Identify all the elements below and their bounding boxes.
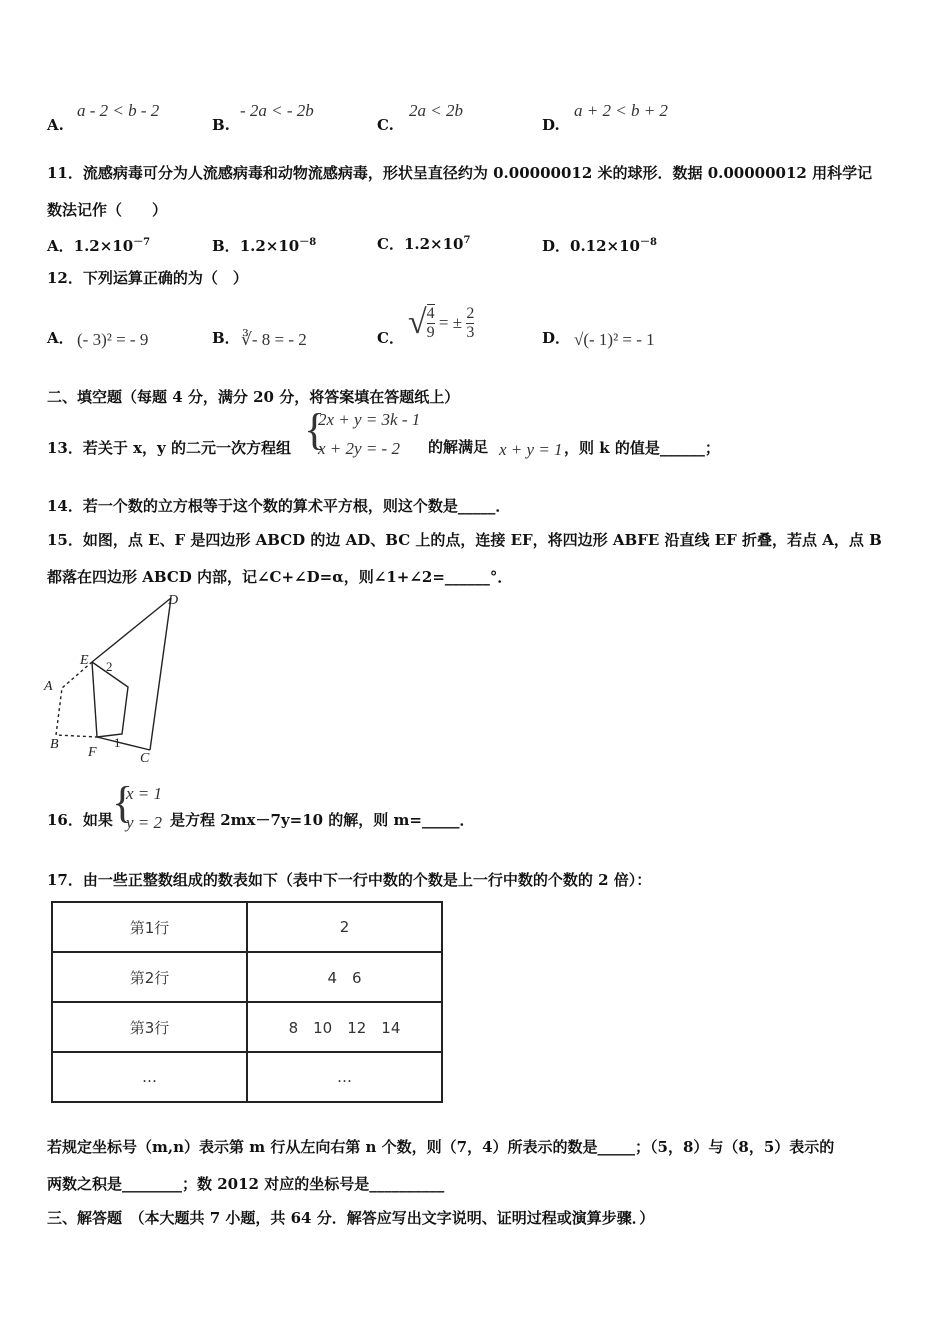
q12-c-radicand [427, 304, 435, 341]
edge-CF [97, 737, 150, 750]
table-cell-values: 2 [247, 902, 442, 952]
label-F: F [88, 745, 97, 760]
q11-option-d-exp: －8 [640, 237, 657, 248]
q12-option-c-expr [408, 304, 474, 342]
q14-stem: 14．若一个数的立方根等于这个数的算术平方根，则这个数是_____． [47, 497, 511, 515]
table-cell-values: 8 10 12 14 [247, 1002, 442, 1052]
q11-option-c-base: 1.2×10 [403, 235, 464, 253]
q10-option-d-label: D. [542, 116, 560, 134]
q17-followup-line2: 两数之积是________；数 2012 对应的坐标号是__________ [47, 1175, 445, 1193]
q17-followup-line1: 若规定坐标号（m,n）表示第 m 行从左向右第 n 个数，则（7，4）所表示的数是_____；（5，8）与（8，5）表示的 [47, 1138, 835, 1156]
edge-ED [92, 598, 171, 662]
q11-option-b-label: B． [212, 237, 240, 255]
table-row [52, 902, 442, 952]
q13-eq2: x + 2y = - 2 [318, 439, 400, 458]
q16-prefix: 16．如果 [47, 811, 113, 829]
original-position-dashed [56, 662, 97, 737]
left-brace-icon: { [304, 405, 326, 454]
sqrt-sign-icon: √ [408, 304, 427, 341]
edge-EF [92, 662, 97, 737]
q10-option-b-expr: - 2a < - 2b [240, 101, 314, 120]
q12-option-b-label: B． [212, 329, 240, 347]
q11-option-c-exp: 7 [463, 235, 471, 246]
q12-option-d-label: D． [542, 329, 571, 347]
table-cell-values: … [247, 1052, 442, 1102]
q12-stem: 12．下列运算正确的为（ ） [47, 269, 248, 287]
q10-option-b-label: B. [212, 116, 230, 134]
angle-label-2: 2 [106, 659, 113, 674]
edge-DC [150, 598, 171, 750]
q15-stem-line1: 15．如图，点 E、F 是四边形 ABCD 的边 AD、BC 上的点，连接 EF，将四边形 ABFE 沿直线 EF 折叠，若点 A，点 B [47, 531, 882, 549]
q13-prefix: 13．若关于 x，y 的二元一次方程组 [47, 439, 291, 457]
q16-suffix: 是方程 2mx－7y=10 的解，则 m=_____． [170, 811, 475, 829]
q15-quadrilateral-figure [40, 590, 200, 770]
left-brace-icon: { [112, 778, 134, 827]
q10-option-c-expr: 2a < 2b [409, 101, 463, 120]
table-cell-row-label: … [52, 1052, 247, 1102]
q12-option-a-label: A． [47, 329, 74, 347]
table-row [52, 1052, 442, 1102]
q13-mid: 的解满足 [428, 438, 489, 456]
q11-stem-line1: 11．流感病毒可分为人流感病毒和动物流感病毒，形状呈直径约为 0.00000012 米的球形．数据 0.00000012 用科学记 [47, 164, 873, 182]
q10-option-c-label: C. [377, 116, 394, 134]
q17-number-table [51, 901, 443, 1103]
q12-c-sqrt-num: 4 [426, 305, 435, 323]
angle-label-1: 1 [114, 735, 121, 750]
q12-option-b-expr: ∛- 8 = - 2 [241, 330, 307, 349]
table-row [52, 952, 442, 1002]
q12-c-sqrt-den: 9 [426, 324, 435, 341]
q10-option-d-expr: a + 2 < b + 2 [574, 101, 668, 120]
label-C: C [140, 751, 150, 766]
q11-option-b [212, 233, 316, 256]
q11-option-d-label: D． [542, 237, 571, 255]
q11-option-b-base: 1.2×10 [239, 237, 300, 255]
q12-c-rhs-den: 3 [466, 323, 475, 341]
q10-option-a-expr: a - 2 < b - 2 [77, 101, 160, 120]
q12-option-c-label: C． [377, 329, 404, 347]
q12-c-rhs-num: 2 [466, 304, 475, 322]
q10-option-a-label: A. [47, 116, 64, 134]
q11-option-c [377, 233, 470, 254]
q13-condition: x + y = 1 [499, 440, 563, 459]
q12-option-a-expr: (- 3)² = - 9 [77, 330, 149, 349]
q11-option-c-label: C． [377, 235, 404, 253]
q11-option-a-label: A． [47, 237, 74, 255]
q13-eq1: 2x + y = 3k - 1 [318, 410, 421, 429]
q16-eq1: x = 1 [126, 784, 163, 803]
q11-option-a-exp: －7 [133, 237, 151, 248]
label-A: A [44, 679, 53, 694]
q13-suffix: ，则 k 的值是______； [564, 439, 720, 457]
q11-option-d-base: 0.12×10 [570, 237, 640, 255]
table-cell-row-label: 第3行 [52, 1002, 247, 1052]
q16-eq2: y = 2 [126, 813, 163, 832]
label-D: D [168, 593, 179, 608]
label-E: E [80, 653, 89, 668]
section-3-heading: 三、解答题 （本大题共 7 小题，共 64 分．解答应写出文字说明、证明过程或演算步骤．） [47, 1209, 655, 1227]
q11-stem-line2: 数法记作（ ） [47, 201, 168, 219]
q17-stem: 17．由一些正整数组成的数表如下（表中下一行中数的个数是上一行中数的个数的 2 倍）： [47, 871, 652, 889]
q12-option-d-expr: √(- 1)² = - 1 [574, 330, 655, 349]
table-cell-values: 4 6 [247, 952, 442, 1002]
label-B: B [50, 737, 59, 752]
q12-c-rhs-sign: = ± [438, 313, 463, 332]
q11-option-a [47, 233, 150, 256]
section-2-heading: 二、填空题（每题 4 分，满分 20 分，将答案填在答题纸上） [47, 388, 460, 406]
q15-stem-line2: 都落在四边形 ABCD 内部，记∠C+∠D=α，则∠1+∠2=______°． [47, 568, 513, 586]
table-cell-row-label: 第1行 [52, 902, 247, 952]
q11-option-a-base: 1.2×10 [73, 237, 134, 255]
table-cell-row-label: 第2行 [52, 952, 247, 1002]
table-row [52, 1002, 442, 1052]
q11-option-d [542, 233, 657, 256]
q12-c-rhs [466, 305, 474, 341]
q11-option-b-exp: －8 [299, 237, 317, 248]
